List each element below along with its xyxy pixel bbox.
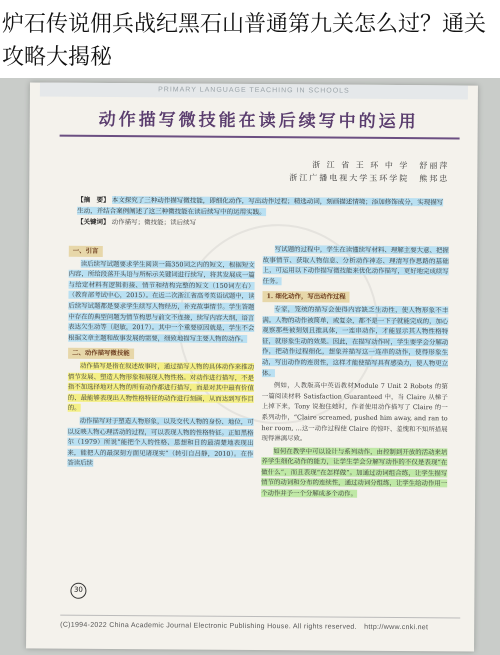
keywords-label: 【关键词】 — [76, 217, 110, 227]
paragraph: 写试题的过程中，学生在读懂续写材料、理解主要大意、把握故事情节、获取人物信息、分析动作神态、理清写作思路的基础上，可运用以下动作描写微技能来优化动作描写，更好地完成续写任务。 — [262, 245, 449, 285]
abstract-text: 本文探究了三种动作描写微技能，即细化动作，写出动作过程；精选动词，刻画描述情境；添加修饰成分，实现描写生动，并结合案例阐述了这三种微技能在读后续写中的运用实践。 — [77, 196, 444, 217]
section-heading: 1. 细化动作，写出动作过程 — [262, 291, 349, 302]
paragraph: 如何在教学中可以设计与系列动作，由控制到开放的活动来培养学生细化动作的能力，让学生学会分解写动作的不仅是表现“在做什么”，而且表现“在怎样做”。加通过动词组合练，让学生描写情节的动词和分布的连续性，通过动词分组练，让学生给动作用一个动作并予一个分解成多个动作。 — [261, 446, 448, 498]
author-line: 浙 江 省 王 环 中 学 舒丽萍 — [312, 160, 450, 171]
journal-page — [26, 82, 478, 651]
right-column — [261, 244, 449, 502]
title-divider — [60, 135, 460, 140]
page-number: 30 — [70, 583, 86, 599]
paragraph: 读后续写试题要求学生阅读一篇350词之内的短文，根据短文内容，所给段落开头语与所标示关键词进行续写，将其发展成一篇与给定材料有逻辑衔接、情节和结构完整的短文（150词左右）（教育部考试中心，2015）。在近二次浙江省高考英语试题中，读后续写试题都是要求学生续写人物经历，补充故事情节。学生答题中存在的典型问题为情节构思与前文不连接，续写内容大纲，语言表达欠生动等（赵敏，2017）。其中一个重要原因就是，学生不会根据文章主题和故事发展的需要，细致地描写主要人物的动作。 — [68, 259, 255, 343]
article-photo — [0, 78, 500, 655]
paragraph: 专家，笼统的描写会使得内容缺乏生动性，使人物形象不丰满。人物的动作被简单，或复杂，都不是一下子就能完成的，加心观察那些被刻划且推具体，一连串动作，才能显示其人物性格特征，就形象生动的效果。因此，在描写动作时，学生要学会分解动作，把动作过程细化，想象并描写这一连串的动作，使得形象生动，写出动作的连贯性，这样才能使描写具有感染力，使人物更立体。 — [261, 305, 449, 377]
abstract-label: 【摘 要】 — [77, 195, 110, 205]
copyright-footer: (C)1994-2022 China Academic Journal Electronic Publishing House. All rights reserved. http://www.cnki.net — [60, 615, 460, 633]
author-list — [209, 158, 449, 186]
author-line: 浙江广播电视大学玉环学院 熊邦忠 — [289, 173, 450, 184]
paragraph: 例如，人教版高中英语教材Module 7 Unit 2 Robots 的第一篇阅读材料 Satisfaction Guaranteed 中，当 Claire 从梯子上掉下来，Tony 说抱住她时，作者使用动作描写了 Claire 的一系列动作，“Claire screamed, pushed him away, and ran to her room, …这一动作过程使 Claire 的惊吓、羞愧和不知所措展现得淋漓尽致。 — [261, 381, 448, 443]
left-column — [67, 243, 255, 472]
page-headline — [0, 0, 500, 78]
paragraph: 动作描写是指在叙述故事时，通过描写人物的具体动作来推动情节发展、塑造人物形象和展现人物性格。对动作进行描写，不是指不加选择地对人物的所有动作都进行描写，而是对其中最有价值的、最能够表现出人物性格特征的动作进行刻画，从而达到写作目的。 — [67, 361, 255, 413]
paragraph: 动作描写对于塑造人物形象，以及交代人物的身份、地位，可以反映人物心理活动的过程，可以表现人物的性格特征。正如黑格尔（1979）所说“能把个人的性格、思想和目的最清楚地表现出来，能把人的最深刻方面见诸现实”（转引自吕静，2010）。在作答读后续 — [67, 416, 254, 468]
section-heading: 一、引言 — [69, 246, 103, 257]
headline-text: 炉石传说佣兵战纪黑石山普通第九关怎么过？通关攻略大揭秘 — [2, 12, 487, 70]
section-heading: 二、动作描写微技能 — [68, 348, 134, 359]
article-title: 动作描写微技能在读后续写中的运用 — [98, 109, 419, 133]
journal-banner: PRIMARY LANGUAGE TEACHING IN SCHOOLS — [40, 83, 468, 100]
keywords-text: 动作描写；微技能；读后续写 — [111, 218, 197, 227]
